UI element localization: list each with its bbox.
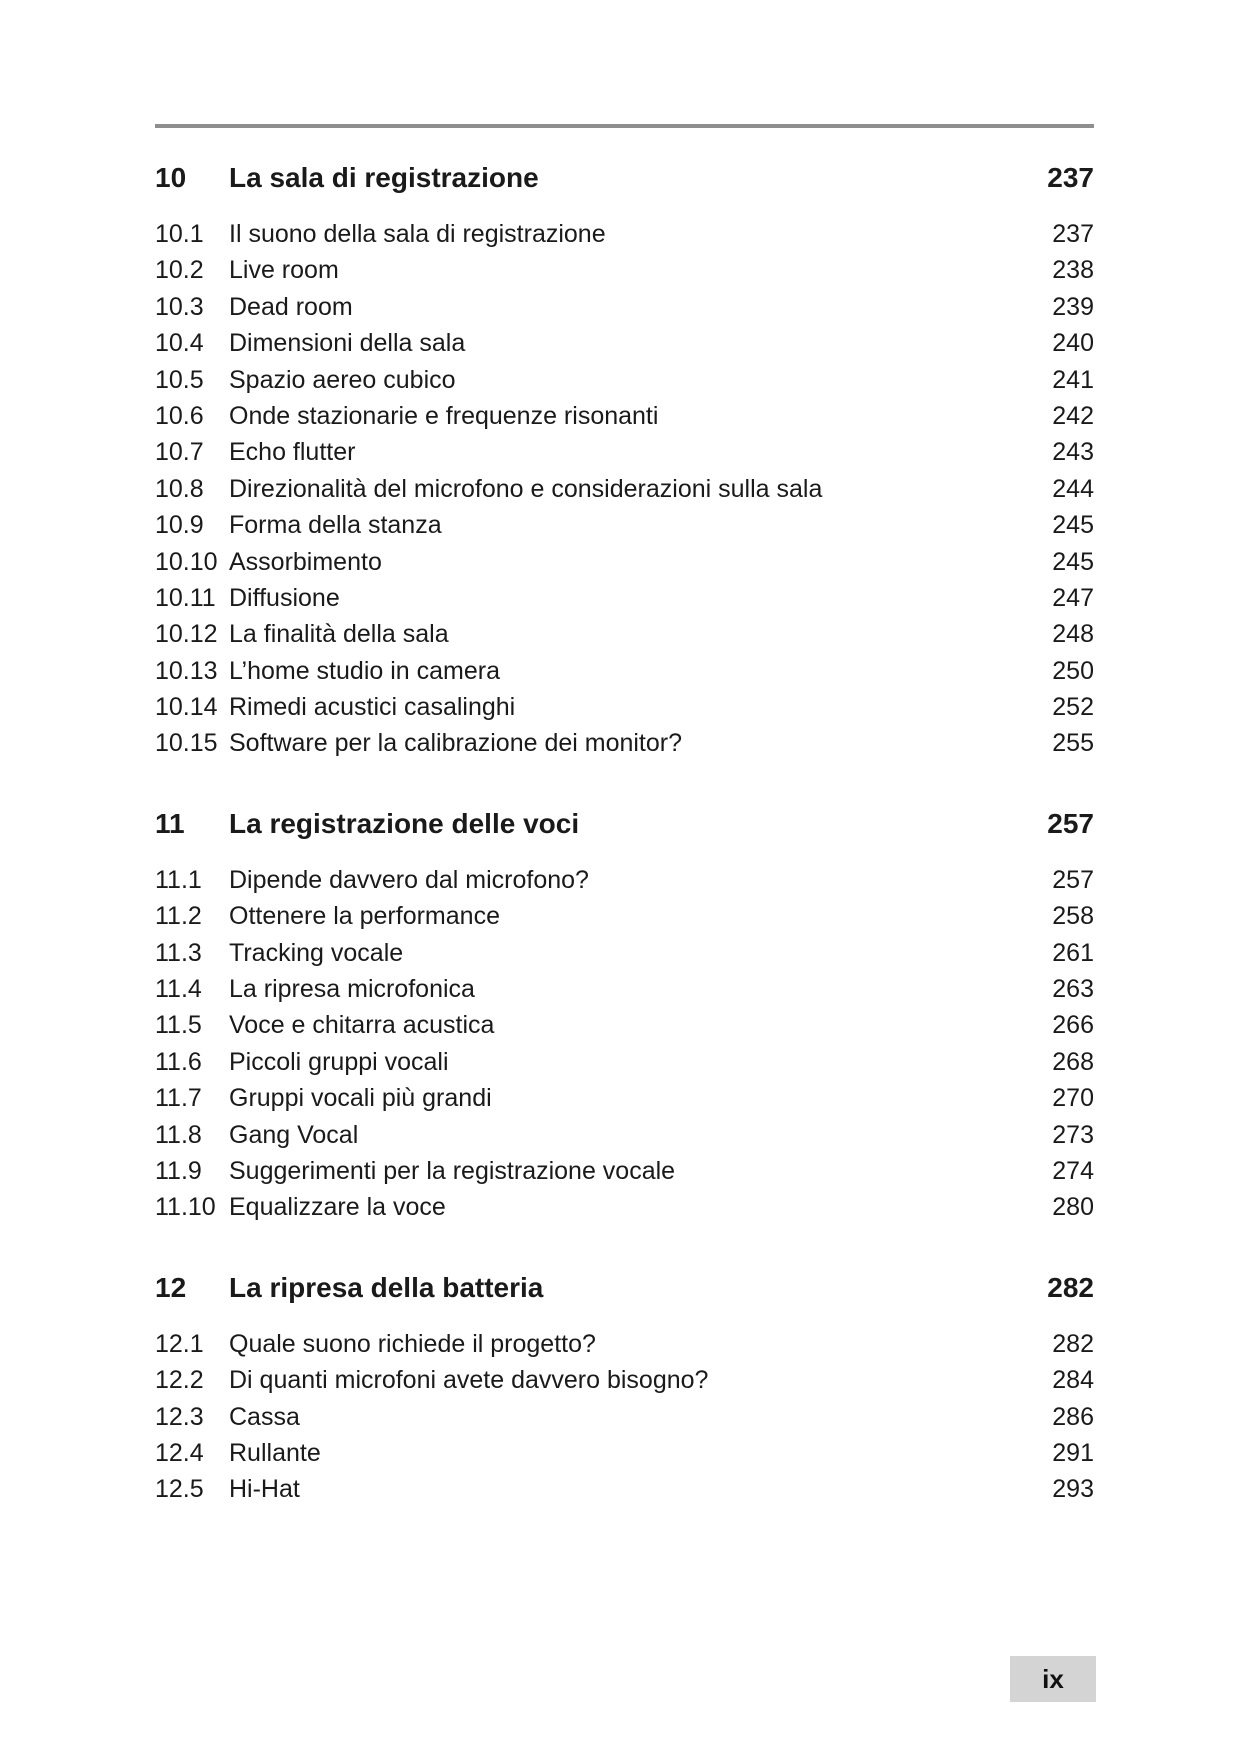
section-page: 237 bbox=[1052, 220, 1094, 248]
section-page: 250 bbox=[1052, 656, 1094, 685]
section-title: Dead room bbox=[229, 292, 353, 321]
toc-entry[interactable] bbox=[155, 935, 1094, 971]
toc-entry[interactable] bbox=[155, 653, 1094, 689]
section-title: L’home studio in camera bbox=[229, 656, 500, 685]
section-page: 242 bbox=[1052, 401, 1094, 430]
section-title: Diffusione bbox=[229, 583, 340, 612]
chapter-page: 257 bbox=[1047, 807, 1094, 839]
chapter-title: La registrazione delle voci bbox=[229, 807, 580, 839]
section-title: Hi-Hat bbox=[229, 1475, 300, 1504]
chapter-number: 11 bbox=[155, 807, 185, 839]
section-title: Quale suono richiede il progetto? bbox=[229, 1329, 596, 1358]
section-page: 293 bbox=[1052, 1475, 1094, 1504]
toc-entry[interactable] bbox=[155, 1471, 1094, 1507]
section-number: 11.8 bbox=[155, 1120, 202, 1149]
section-number: 11.2 bbox=[155, 902, 202, 931]
chapter-page: 282 bbox=[1047, 1271, 1094, 1303]
section-title: Forma della stanza bbox=[229, 511, 442, 540]
section-title: Voce e chitarra acustica bbox=[229, 1011, 495, 1040]
section-title: Rullante bbox=[229, 1438, 321, 1467]
section-title: Software per la calibrazione dei monitor? bbox=[229, 729, 683, 758]
chapter-title: La sala di registrazione bbox=[229, 162, 539, 193]
section-page: 258 bbox=[1052, 902, 1094, 931]
toc-entry[interactable] bbox=[155, 434, 1094, 470]
chapter-title: La ripresa della batteria bbox=[229, 1271, 544, 1303]
toc-entry[interactable] bbox=[155, 1362, 1094, 1398]
toc-entry[interactable] bbox=[155, 1007, 1094, 1043]
section-page: 248 bbox=[1052, 620, 1094, 649]
toc-entry[interactable] bbox=[155, 289, 1094, 325]
section-number: 10.15 bbox=[155, 729, 218, 758]
chapter-11 bbox=[155, 808, 1094, 1226]
section-title: Direzionalità del microfono e considerazioni sulla sala bbox=[229, 474, 823, 503]
section-number: 12.2 bbox=[155, 1366, 204, 1395]
section-page: 286 bbox=[1052, 1402, 1094, 1431]
section-number: 10.11 bbox=[155, 583, 216, 612]
toc-entry[interactable] bbox=[155, 507, 1094, 543]
section-number: 11.9 bbox=[155, 1156, 202, 1185]
section-title: Dipende davvero dal microfono? bbox=[229, 865, 589, 894]
section-title: Spazio aereo cubico bbox=[229, 365, 456, 394]
section-page: 273 bbox=[1052, 1120, 1094, 1149]
chapter-heading[interactable] bbox=[155, 162, 1094, 206]
section-number: 11.5 bbox=[155, 1011, 202, 1040]
section-number: 12.4 bbox=[155, 1438, 204, 1467]
page-number-badge: ix bbox=[1010, 1656, 1096, 1702]
section-title: Echo flutter bbox=[229, 438, 356, 467]
section-number: 10.8 bbox=[155, 474, 204, 503]
chapter-page: 237 bbox=[1047, 162, 1094, 193]
section-number: 10.2 bbox=[155, 256, 204, 285]
toc-entry[interactable] bbox=[155, 362, 1094, 398]
section-page: 241 bbox=[1052, 365, 1094, 394]
toc-entry[interactable] bbox=[155, 1044, 1094, 1080]
top-rule bbox=[155, 124, 1094, 128]
toc-entry[interactable] bbox=[155, 325, 1094, 361]
section-number: 10.13 bbox=[155, 656, 218, 685]
section-page: 245 bbox=[1052, 547, 1094, 576]
section-page: 261 bbox=[1052, 938, 1094, 967]
toc-entry[interactable] bbox=[155, 1399, 1094, 1435]
section-page: 280 bbox=[1052, 1193, 1094, 1222]
section-title: Dimensioni della sala bbox=[229, 329, 466, 358]
section-number: 11.7 bbox=[155, 1084, 202, 1113]
section-number: 10.1 bbox=[155, 220, 204, 248]
section-page: 291 bbox=[1052, 1438, 1094, 1467]
toc-entry[interactable] bbox=[155, 862, 1094, 898]
toc-entry[interactable] bbox=[155, 689, 1094, 725]
section-number: 12.3 bbox=[155, 1402, 204, 1431]
section-title: Assorbimento bbox=[229, 547, 382, 576]
section-page: 238 bbox=[1052, 256, 1094, 285]
toc-entry[interactable] bbox=[155, 580, 1094, 616]
section-number: 11.10 bbox=[155, 1193, 216, 1222]
section-number: 11.3 bbox=[155, 938, 202, 967]
toc-entry[interactable] bbox=[155, 544, 1094, 580]
section-page: 243 bbox=[1052, 438, 1094, 467]
section-title: Gruppi vocali più grandi bbox=[229, 1084, 492, 1113]
section-title: Ottenere la performance bbox=[229, 902, 500, 931]
section-title: Di quanti microfoni avete davvero bisogno? bbox=[229, 1366, 709, 1395]
section-title: Live room bbox=[229, 256, 339, 285]
section-page: 240 bbox=[1052, 329, 1094, 358]
section-number: 11.1 bbox=[155, 865, 202, 894]
section-number: 10.14 bbox=[155, 693, 218, 722]
toc-entry[interactable] bbox=[155, 1326, 1094, 1362]
toc-entry[interactable] bbox=[155, 898, 1094, 934]
section-title: La ripresa microfonica bbox=[229, 975, 475, 1004]
section-page: 282 bbox=[1052, 1329, 1094, 1358]
section-page: 255 bbox=[1052, 729, 1094, 758]
section-page: 263 bbox=[1052, 975, 1094, 1004]
table-of-contents bbox=[155, 162, 1094, 1554]
section-number: 10.10 bbox=[155, 547, 218, 576]
toc-entry[interactable] bbox=[155, 471, 1094, 507]
section-number: 10.6 bbox=[155, 401, 204, 430]
section-number: 10.5 bbox=[155, 365, 204, 394]
section-page: 266 bbox=[1052, 1011, 1094, 1040]
section-page: 252 bbox=[1052, 693, 1094, 722]
section-page: 247 bbox=[1052, 583, 1094, 612]
section-title: Piccoli gruppi vocali bbox=[229, 1047, 449, 1076]
section-page: 274 bbox=[1052, 1156, 1094, 1185]
section-title: Gang Vocal bbox=[229, 1120, 359, 1149]
toc-entry[interactable] bbox=[155, 725, 1094, 761]
chapter-heading[interactable] bbox=[155, 808, 1094, 852]
chapter-number: 12 bbox=[155, 1271, 187, 1303]
section-page: 270 bbox=[1052, 1084, 1094, 1113]
section-page: 257 bbox=[1052, 865, 1094, 894]
section-title: Equalizzare la voce bbox=[229, 1193, 446, 1222]
section-title: Onde stazionarie e frequenze risonanti bbox=[229, 401, 659, 430]
section-page: 244 bbox=[1052, 474, 1094, 503]
section-number: 12.5 bbox=[155, 1475, 204, 1504]
toc-entry[interactable] bbox=[155, 1153, 1094, 1189]
chapter-number: 10 bbox=[155, 162, 187, 193]
section-page: 284 bbox=[1052, 1366, 1094, 1395]
toc-entry[interactable] bbox=[155, 1435, 1094, 1471]
section-number: 10.4 bbox=[155, 329, 204, 358]
toc-entry[interactable] bbox=[155, 398, 1094, 434]
section-number: 10.12 bbox=[155, 620, 218, 649]
section-number: 11.4 bbox=[155, 975, 202, 1004]
toc-entry[interactable] bbox=[155, 971, 1094, 1007]
chapter-heading[interactable] bbox=[155, 1272, 1094, 1316]
toc-entry[interactable] bbox=[155, 616, 1094, 652]
chapter-12 bbox=[155, 1272, 1094, 1508]
toc-entry[interactable] bbox=[155, 252, 1094, 288]
section-page: 245 bbox=[1052, 511, 1094, 540]
section-title: Cassa bbox=[229, 1402, 300, 1431]
section-number: 10.7 bbox=[155, 438, 204, 467]
section-page: 239 bbox=[1052, 292, 1094, 321]
section-title: Suggerimenti per la registrazione vocale bbox=[229, 1156, 676, 1185]
section-title: Il suono della sala di registrazione bbox=[229, 220, 606, 248]
toc-entry[interactable] bbox=[155, 216, 1094, 252]
chapter-10 bbox=[155, 162, 1094, 762]
section-title: Tracking vocale bbox=[229, 938, 404, 967]
section-title: Rimedi acustici casalinghi bbox=[229, 693, 516, 722]
section-number: 10.3 bbox=[155, 292, 204, 321]
toc-entry[interactable] bbox=[155, 1189, 1094, 1225]
section-number: 12.1 bbox=[155, 1329, 204, 1358]
toc-entry[interactable] bbox=[155, 1117, 1094, 1153]
section-page: 268 bbox=[1052, 1047, 1094, 1076]
section-number: 10.9 bbox=[155, 511, 204, 540]
section-number: 11.6 bbox=[155, 1047, 202, 1076]
section-title: La finalità della sala bbox=[229, 620, 449, 649]
toc-entry[interactable] bbox=[155, 1080, 1094, 1116]
